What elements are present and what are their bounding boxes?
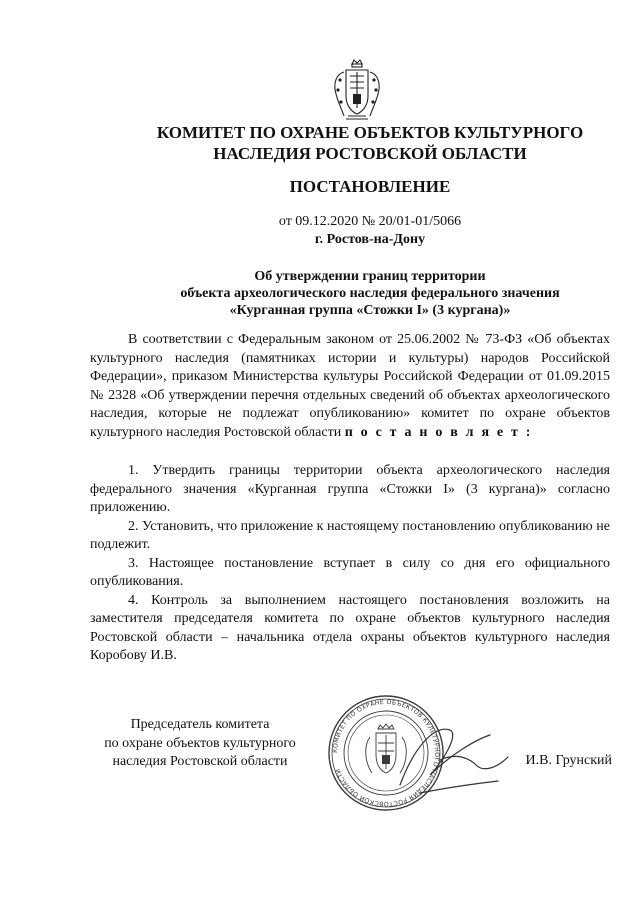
preamble-paragraph bbox=[90, 331, 610, 442]
signatory-name: И.В. Грунский bbox=[525, 753, 612, 768]
title-line-3: «Курганная группа «Стожки I» (3 кургана)» bbox=[229, 303, 511, 318]
document-type: ПОСТАНОВЛЕНИЕ bbox=[289, 177, 451, 196]
document-body bbox=[90, 331, 610, 666]
item-3: 3. Настоящее постановление вступает в силу со дня его официального опубликования. bbox=[90, 555, 610, 589]
org-line-1: КОМИТЕТ ПО ОХРАНЕ ОБЪЕКТОВ КУЛЬТУРНОГО bbox=[156, 123, 584, 142]
item-2: 2. Установить, что приложение к настоящему постановлению опубликованию не подлежит. bbox=[90, 518, 610, 552]
item-1: 1. Утвердить границы территории объекта археологического наследия федерального значения «Курганная группа «Стожки I» (3 кургана)» согласно приложению. bbox=[90, 463, 610, 515]
item-4: 4. Контроль за выполнением настоящего постановления возложить на заместителя председателя комитета по охране объектов культурного наследия Ростовской области – начальника отдела охраны объектов культурного наследия Коробову И.В. bbox=[90, 592, 610, 663]
position-line-1: Председатель комитета bbox=[130, 717, 270, 732]
city: г. Ростов-на-Дону bbox=[314, 232, 426, 247]
position-line-3: наследия Ростовской области bbox=[112, 754, 288, 769]
organization-name bbox=[120, 122, 620, 164]
handwritten-signature-icon bbox=[380, 705, 520, 815]
org-line-2: НАСЛЕДИЯ РОСТОВСКОЙ ОБЛАСТИ bbox=[213, 144, 527, 163]
signatory-position bbox=[80, 716, 320, 772]
position-line-2: по охране объектов культурного bbox=[104, 735, 296, 751]
coat-of-arms-icon bbox=[330, 58, 384, 124]
title-line-1: Об утверждении границ территории bbox=[254, 269, 486, 284]
seal-ring-text: КОМИТЕТ ПО ОХРАНЕ ОБЪЕКТОВ КУЛЬТУРНОГО НАСЛЕДИЯ РОСТОВСКОЙ ОБЛАСТИ bbox=[331, 698, 441, 808]
document-meta bbox=[120, 213, 620, 249]
document-title bbox=[120, 268, 620, 319]
resolves-word: п о с т а н о в л я е т : bbox=[344, 424, 533, 440]
preamble-text: В соответствии с Федеральным законом от 25.06.2002 № 73-ФЗ «Об объектах культурного наследия (памятниках истории и культуры) народов Российской Федерации», приказом Министерства культуры Российской Федерации от 01.09.2015 № 2328 «Об утверждении перечня отдельных сведений об объектах археологического наследия, которые не подлежат опубликованию» комитет по охране объектов культурного наследия Ростовской области bbox=[90, 332, 610, 440]
title-line-2: объекта археологического наследия федерального значения bbox=[180, 286, 560, 301]
date-number: от 09.12.2020 № 20/01-01/5066 bbox=[278, 214, 462, 229]
